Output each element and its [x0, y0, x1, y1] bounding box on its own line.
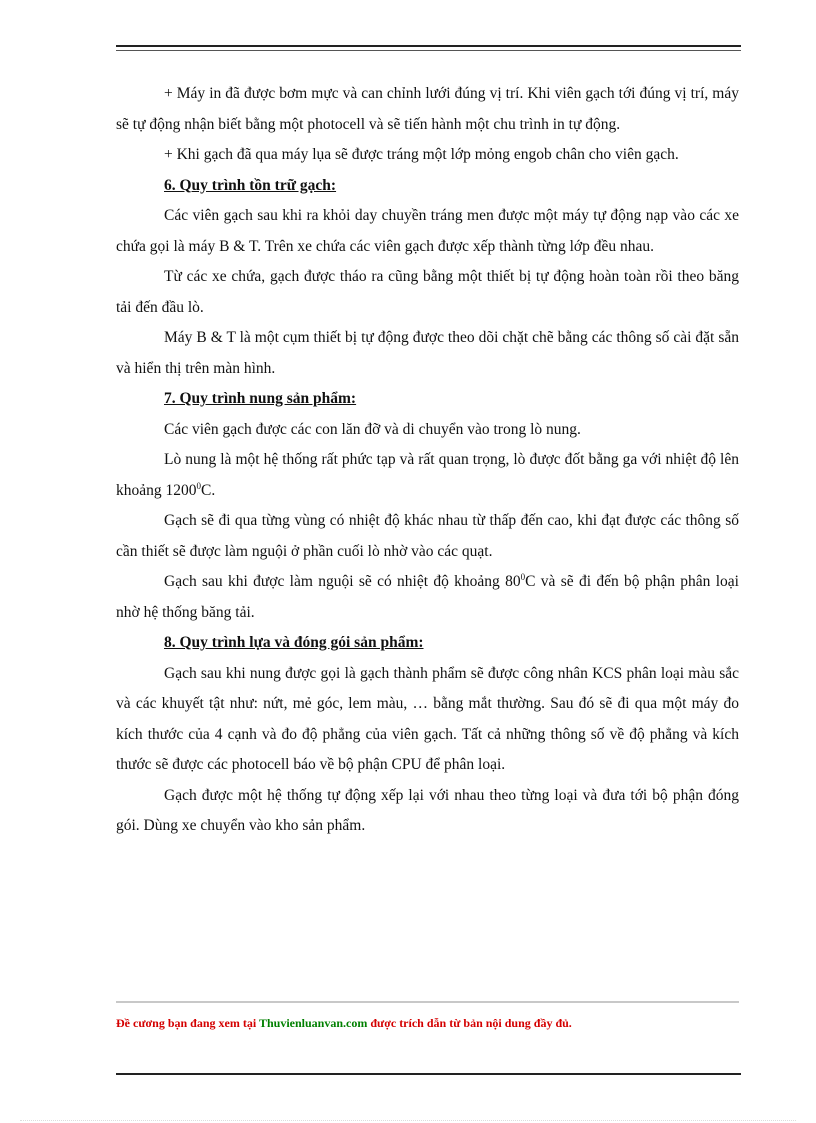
paragraph: Từ các xe chứa, gạch được tháo ra cũng bằng một thiết bị tự động hoàn toàn rồi theo băng tải đến đầu lò. [116, 268, 739, 316]
section-heading-8: 8. Quy trình lựa và đóng gói sản phẩm: [164, 634, 424, 651]
footer-note: Đề cương bạn đang xem tại Thuvienluanvan.com được trích dẫn từ bản nội dung đầy đủ. [116, 1016, 572, 1030]
degree-superscript: 0 [196, 480, 202, 491]
paragraph: Các viên gạch sau khi ra khỏi day chuyền tráng men được một máy tự động nạp vào các xe chứa gọi là máy B & T. Trên xe chứa các viên gạch được xếp thành từng lớp đều nhau. [116, 207, 739, 255]
footer-site-link[interactable]: Thuvienluanvan.com [258, 1016, 368, 1030]
paragraph: + Máy in đã được bơm mực và can chỉnh lưới đúng vị trí. Khi viên gạch tới đúng vị trí, máy sẽ tự động nhận biết bằng một photocell và sẽ tiến hành một chu trình in tự động. [116, 85, 739, 133]
paragraph: Máy B & T là một cụm thiết bị tự động được theo dõi chặt chẽ bằng các thông số cài đặt sẵn và hiển thị trên màn hình. [116, 329, 739, 377]
footer-rule [116, 1001, 739, 1003]
paragraph: Lò nung là một hệ thống rất phức tạp và rất quan trọng, lò được đốt bằng ga với nhiệt độ lên khoảng 1200$^0$C. [116, 451, 739, 499]
paragraph: Gạch sau khi được làm nguội sẽ có nhiệt độ khoảng $80^0C$ và sẽ đi đến bộ phận phân loại nhờ hệ thống băng tải. [116, 571, 739, 621]
paragraph: Các viên gạch được các con lăn đỡ và di chuyển vào trong lò nung. [164, 420, 581, 438]
paragraph: + Khi gạch đã qua máy lụa sẽ được tráng một lớp mỏng engob chân cho viên gạch. [164, 146, 679, 163]
paragraph: Gạch sau khi nung được gọi là gạch thành phẩm sẽ được công nhân KCS phân loại màu sắc và các khuyết tật như: nứt, mẻ góc, lem màu, … bằng mắt thường. Sau đó sẽ đi qua một máy đo kích thước của 4 cạnh và đo độ phẳng của viên gạch. Tất cả những thông số về độ phẳng và kích thước sẽ được các photocell báo về bộ phận CPU để phân loại. [116, 664, 739, 773]
paragraph: Gạch sẽ đi qua từng vùng có nhiệt độ khác nhau từ thấp đến cao, khi đạt được các thông số cần thiết sẽ được làm nguội ở phần cuối lò nhờ vào các quạt. [116, 512, 739, 560]
section-heading-7: 7. Quy trình nung sản phẩm: [164, 390, 357, 407]
header-rule-thin [116, 50, 741, 51]
degree-superscript: 0 [520, 571, 526, 582]
section-heading-6: 6. Quy trình tồn trữ gạch: [164, 176, 337, 194]
page-edge [20, 1120, 796, 1121]
header-rule [116, 45, 741, 47]
document-body [116, 79, 739, 842]
bottom-rule [116, 1073, 741, 1075]
paragraph: Gạch được một hệ thống tự động xếp lại với nhau theo từng loại và đưa tới bộ phận đóng gói. Dùng xe chuyển vào kho sản phẩm. [116, 786, 739, 834]
